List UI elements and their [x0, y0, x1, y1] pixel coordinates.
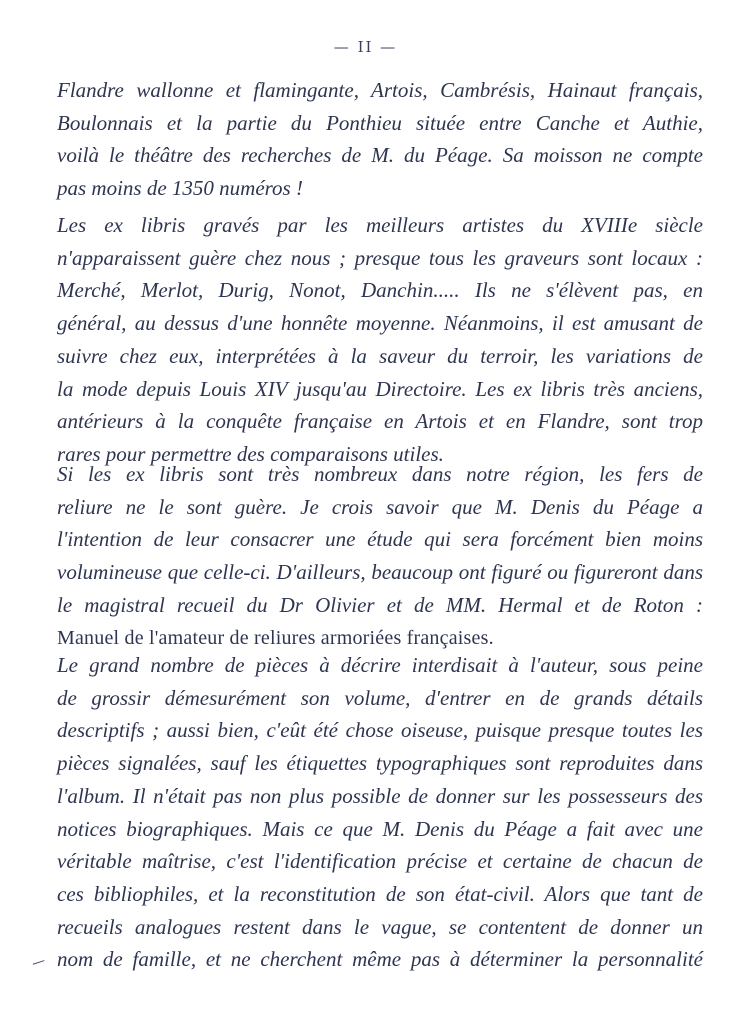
text-line: l'album. Il n'était pas non plus possible de donner sur les possesseurs des [57, 783, 703, 808]
text-line: suivre chez eux, interprétées à la saveur du terroir, les variations de [57, 343, 703, 368]
text-line: descriptifs ; aussi bien, c'eût été chose oiseuse, puisque presque toutes les [57, 718, 703, 743]
text-line: nom de famille, et ne cherchent même pas à déterminer la personnalité [57, 947, 703, 972]
pen-mark [32, 956, 45, 964]
text-line: ces bibliophiles, et la reconstitution de son état-civil. Alors que tant de [57, 881, 703, 906]
text-line: Flandre wallonne et flamingante, Artois, Cambrésis, Hainaut français, [57, 78, 703, 102]
text-line: la mode depuis Louis XIV jusqu'au Directoire. Les ex libris très anciens, [57, 376, 703, 401]
text-line: notices biographiques. Mais ce que M. Denis du Péage a fait avec une [57, 816, 703, 841]
paragraph-bindings [57, 458, 703, 654]
text-line: rares pour permettre des comparaisons utiles. [57, 441, 444, 466]
text-line: Merché, Merlot, Durig, Nonot, Danchin..... Ils ne s'élèvent pas, en [57, 278, 703, 303]
text-line: véritable maîtrise, c'est l'identification précise et certaine de chacun de [57, 849, 703, 874]
text-line: recueils analogues restent dans le vague, se contentent de donner un [57, 914, 703, 939]
text-line: de grossir démesurément son volume, d'entrer en de grands détails [57, 685, 703, 710]
paragraph-author-work [57, 649, 703, 976]
text-line: l'intention de leur consacrer une étude qui sera forcément bien moins [57, 527, 703, 552]
text-line: Les ex libris gravés par les meilleurs artistes du XVIIIe siècle [57, 213, 703, 237]
text-line: Si les ex libris sont très nombreux dans notre région, les fers de [57, 462, 703, 486]
text-line: Boulonnais et la partie du Ponthieu située entre Canche et Authie, [57, 110, 703, 135]
text-line: n'apparaissent guère chez nous ; presque tous les graveurs sont locaux : [57, 245, 703, 270]
book-title-line: Manuel de l'amateur de reliures armoriées françaises. [57, 626, 494, 649]
text-line: le magistral recueil du Dr Olivier et de MM. Hermal et de Roton : [57, 592, 703, 617]
page-number: — II — [333, 38, 398, 56]
text-line: volumineuse que celle-ci. D'ailleurs, beaucoup ont figuré ou figureront dans [57, 560, 703, 585]
text-line: pas moins de 1350 numéros ! [57, 176, 303, 201]
text-line: antérieurs à la conquête française en Artois et en Flandre, sont trop [57, 409, 703, 434]
text-line: général, au dessus d'une honnête moyenne. Néanmoins, il est amusant de [57, 311, 703, 336]
text-line: voilà le théâtre des recherches de M. du Péage. Sa moisson ne compte [57, 143, 703, 168]
text-line: pièces signalées, sauf les étiquettes typographiques sont reproduites dans [57, 751, 703, 776]
paragraph-engravers [57, 209, 703, 471]
text-line: Le grand nombre de pièces à décrire interdisait à l'auteur, sous peine [57, 653, 703, 677]
text-line: reliure ne le sont guère. Je crois savoir que M. Denis du Péage a [57, 494, 703, 519]
paragraph-regions [57, 74, 703, 205]
